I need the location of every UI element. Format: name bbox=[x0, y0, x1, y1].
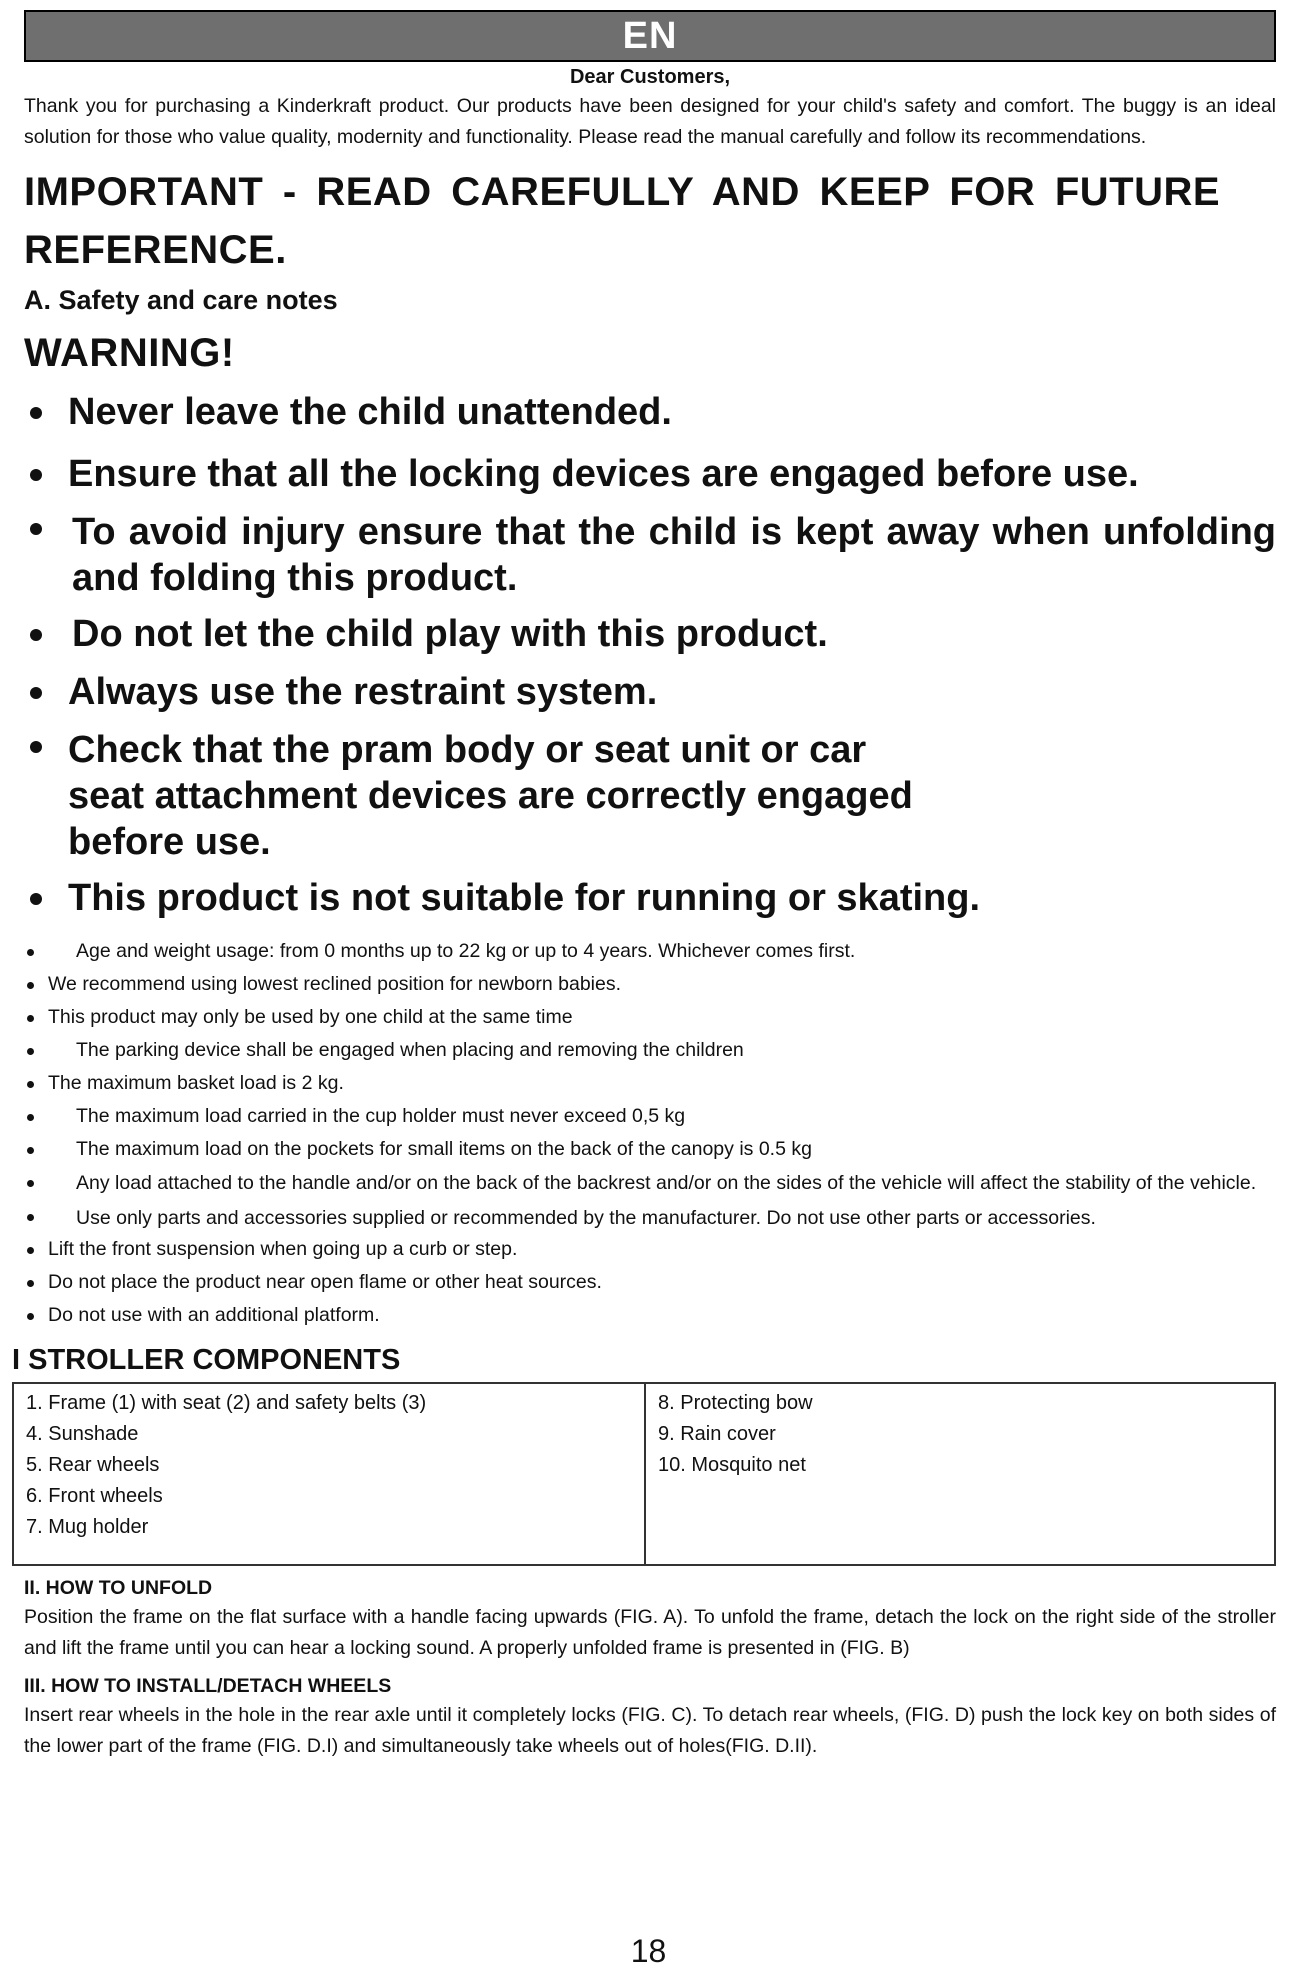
unfold-heading: II. HOW TO UNFOLD bbox=[24, 1577, 213, 1599]
notes-list bbox=[24, 935, 1276, 1332]
language-label: EN bbox=[622, 14, 678, 57]
bullet-icon bbox=[30, 469, 42, 481]
bullet-icon bbox=[30, 523, 42, 535]
bullet-icon bbox=[27, 1280, 34, 1287]
components-heading: I STROLLER COMPONENTS bbox=[12, 1344, 401, 1376]
note-item: The parking device shall be engaged when placing and removing the children bbox=[24, 1034, 1276, 1067]
bullet-icon bbox=[27, 1048, 34, 1055]
component-item: 4. Sunshade bbox=[26, 1423, 139, 1445]
note-item: We recommend using lowest reclined position for newborn babies. bbox=[24, 968, 1276, 1001]
note-item: The maximum load carried in the cup holder must never exceed 0,5 kg bbox=[24, 1100, 1276, 1133]
warning-item: Never leave the child unattended. bbox=[24, 383, 1276, 441]
important-heading: IMPORTANT - READ CAREFULLY AND KEEP FOR FUTURE REFERENCE. bbox=[24, 170, 1221, 272]
bullet-icon bbox=[30, 687, 42, 699]
warning-item: To avoid injury ensure that the child is kept away when unfolding and folding this product. bbox=[24, 503, 1276, 601]
note-item: The maximum load on the pockets for small items on the back of the canopy is 0.5 kg bbox=[24, 1133, 1276, 1166]
wheels-paragraph: Insert rear wheels in the hole in the rear axle until it completely locks (FIG. C). To detach rear wheels, (FIG. D) push the lock key on both sides of the lower part of the frame (FIG. D.I) and simultaneously take wheels out of holes(FIG. D.II). bbox=[24, 1704, 1276, 1757]
components-table bbox=[12, 1382, 1276, 1566]
components-right-cell bbox=[645, 1383, 1275, 1565]
component-item: 5. Rear wheels bbox=[26, 1454, 160, 1476]
bullet-icon bbox=[27, 1081, 34, 1088]
manual-page bbox=[12, 10, 1276, 1762]
unfold-paragraph: Position the frame on the flat surface with a handle facing upwards (FIG. A). To unfold the frame, detach the lock on the right side of the stroller and lift the frame until you can hear a locking sound. A properly unfolded frame is presented in (FIG. B) bbox=[24, 1606, 1276, 1659]
components-left-cell bbox=[13, 1383, 645, 1565]
component-item: 9. Rain cover bbox=[658, 1423, 776, 1445]
bullet-icon bbox=[27, 1147, 34, 1154]
note-item: Age and weight usage: from 0 months up to 22 kg or up to 4 years. Whichever comes first. bbox=[24, 935, 1276, 968]
wheels-heading: III. HOW TO INSTALL/DETACH WHEELS bbox=[24, 1675, 392, 1697]
bullet-icon bbox=[27, 1247, 34, 1254]
component-item: 8. Protecting bow bbox=[658, 1392, 813, 1414]
note-item: Lift the front suspension when going up a curb or step. bbox=[24, 1233, 1276, 1266]
note-item: This product may only be used by one child at the same time bbox=[24, 1001, 1276, 1034]
note-item: Use only parts and accessories supplied or recommended by the manufacturer. Do not use other parts or accessories. bbox=[24, 1200, 1276, 1233]
component-item: 6. Front wheels bbox=[26, 1485, 163, 1507]
component-item: 7. Mug holder bbox=[26, 1516, 149, 1538]
bullet-icon bbox=[27, 1015, 34, 1022]
warning-item: Ensure that all the locking devices are engaged before use. bbox=[24, 445, 1276, 503]
note-item: Do not place the product near open flame or other heat sources. bbox=[24, 1266, 1276, 1299]
warning-item: Do not let the child play with this product. bbox=[24, 605, 1276, 663]
language-header-bar bbox=[24, 10, 1276, 62]
component-item: 1. Frame (1) with seat (2) and safety belts (3) bbox=[26, 1392, 427, 1414]
bullet-icon bbox=[30, 893, 42, 905]
note-item: Do not use with an additional platform. bbox=[24, 1299, 1276, 1332]
bullet-icon bbox=[27, 1180, 34, 1187]
bullet-icon bbox=[27, 982, 34, 989]
table-row bbox=[13, 1383, 1275, 1565]
warning-item: Always use the restraint system. bbox=[24, 663, 1276, 721]
warning-list bbox=[24, 383, 1276, 927]
note-item: Any load attached to the handle and/or on the back of the backrest and/or on the sides of the vehicle will affect the stability of the vehicle. bbox=[24, 1166, 1276, 1200]
bullet-icon bbox=[27, 1114, 34, 1121]
greeting: Dear Customers, bbox=[569, 66, 731, 88]
warning-item: Check that the pram body or seat unit or car seat attachment devices are correctly engaged before use. bbox=[24, 721, 1276, 865]
bullet-icon bbox=[27, 1313, 34, 1320]
bullet-icon bbox=[30, 407, 42, 419]
warning-item: This product is not suitable for running or skating. bbox=[24, 869, 1276, 927]
warning-heading: WARNING! bbox=[24, 331, 235, 375]
bullet-icon bbox=[30, 629, 42, 641]
section-a-heading: A. Safety and care notes bbox=[24, 285, 338, 315]
bullet-icon bbox=[27, 1214, 34, 1221]
intro-paragraph: Thank you for purchasing a Kinderkraft product. Our products have been designed for your child's safety and comfort. The buggy is an ideal solution for those who value quality, modernity and functionality. Please read the manual carefully and follow its recommendations. bbox=[24, 95, 1276, 148]
page-number: 18 bbox=[630, 1933, 667, 1969]
note-item: The maximum basket load is 2 kg. bbox=[24, 1067, 1276, 1100]
component-item: 10. Mosquito net bbox=[658, 1454, 806, 1476]
bullet-icon bbox=[30, 741, 42, 753]
bullet-icon bbox=[27, 949, 34, 956]
